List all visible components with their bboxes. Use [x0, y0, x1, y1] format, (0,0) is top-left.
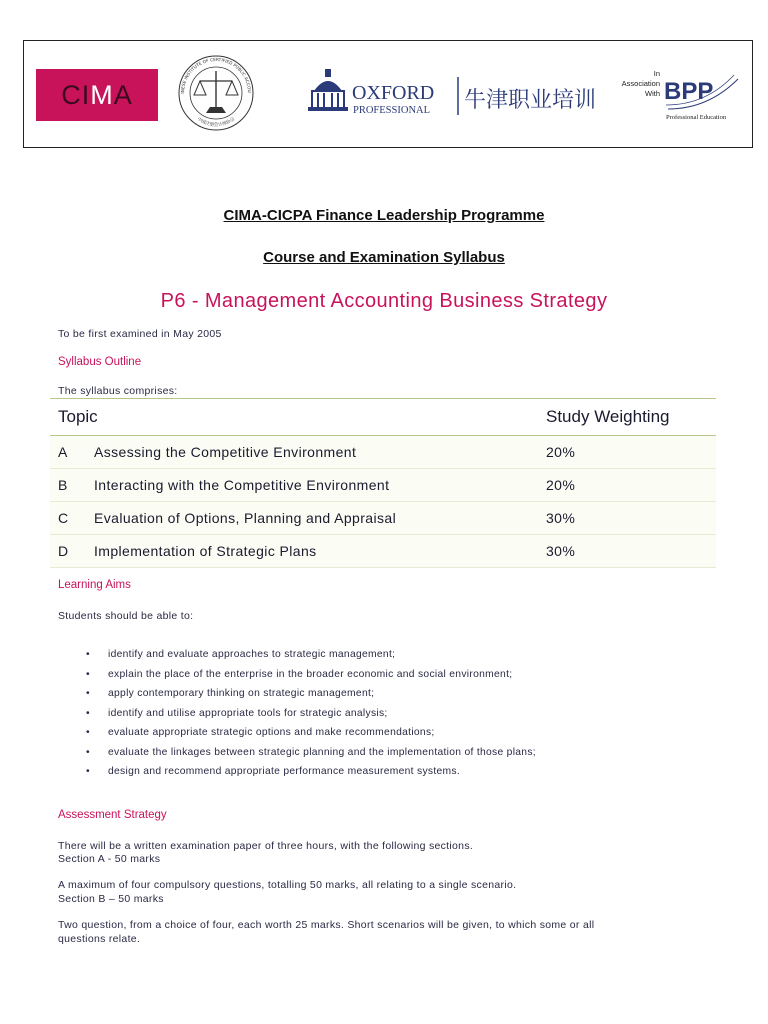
list-item — [58, 762, 536, 782]
syllabus-heading: Course and Examination Syllabus — [263, 249, 505, 266]
assessment-para3-line2: questions relate. — [58, 933, 141, 945]
bullet-icon: • — [86, 766, 90, 777]
programme-heading: CIMA-CICPA Finance Leadership Programme — [223, 207, 545, 224]
bullet-icon: • — [86, 668, 90, 680]
row-topic: Interacting with the Competitive Environment — [86, 469, 538, 502]
cima-logo-prefix: CI — [61, 79, 91, 110]
bullet-icon: • — [86, 688, 90, 699]
row-topic: Evaluation of Options, Planning and Appraisal — [86, 502, 538, 535]
list-item — [58, 645, 536, 665]
bpp-line1: In — [653, 69, 660, 78]
table-row — [50, 535, 716, 568]
learning-aims-heading: Learning Aims — [58, 579, 131, 591]
section-a-text: Section A - 50 marks — [58, 853, 161, 865]
assessment-para3-line1: Two question, from a choice of four, each worth 25 marks. Short scenarios will be given, to which some or all — [58, 919, 595, 931]
oxford-chinese: 牛津职业培训 — [464, 88, 597, 113]
bpp-line3: With — [645, 89, 660, 98]
table-row — [50, 436, 716, 469]
syllabus-outline-heading: Syllabus Outline — [58, 356, 142, 368]
paper-title: P6 - Management Accounting Business Strategy — [160, 290, 608, 312]
bpp-brand: BPP — [664, 78, 714, 105]
cima-logo-suffix: A — [113, 79, 133, 110]
aim-text: identify and evaluate approaches to strategic management; — [108, 649, 396, 660]
row-topic: Implementation of Strategic Plans — [86, 535, 538, 568]
logo-bar — [23, 40, 753, 148]
svg-text:中国注册会计师协会 — [196, 115, 236, 128]
list-item — [58, 665, 536, 685]
oxford-professional-logo — [302, 67, 602, 123]
row-letter: D — [50, 535, 86, 568]
assessment-para2: A maximum of four compulsory questions, totalling 50 marks, all relating to a single scenario. — [58, 879, 517, 891]
learning-aims-intro: Students should be able to: — [58, 610, 194, 622]
row-letter: C — [50, 502, 86, 535]
cima-logo — [36, 69, 158, 121]
list-item — [58, 743, 536, 763]
assessment-heading: Assessment Strategy — [58, 809, 167, 821]
header-weight: Study Weighting — [538, 399, 716, 436]
topic-table-header — [50, 399, 716, 436]
topic-table — [50, 398, 716, 568]
cicpa-seal-logo — [176, 49, 256, 139]
bpp-logo — [608, 65, 744, 123]
aim-text: explain the place of the enterprise in the broader economic and social environment; — [108, 668, 513, 680]
seal-top-text: INESE INSTITUTE OF CERTIFIED PUBLIC ACCOU — [180, 57, 252, 94]
learning-aims-list — [58, 645, 536, 782]
syllabus-intro-text: The syllabus comprises: — [58, 385, 178, 397]
first-examined-text: To be first examined in May 2005 — [58, 328, 222, 340]
aim-text: evaluate appropriate strategic options and make recommendations; — [108, 727, 435, 738]
aim-text: design and recommend appropriate performance measurement systems. — [108, 766, 461, 777]
cima-logo-highlight: M — [90, 79, 114, 110]
table-row — [50, 502, 716, 535]
table-row — [50, 469, 716, 502]
list-item — [58, 723, 536, 743]
bullet-icon: • — [86, 727, 90, 738]
row-weight: 20% — [538, 469, 716, 502]
row-letter: A — [50, 436, 86, 469]
aim-text: evaluate the linkages between strategic planning and the implementation of those plans; — [108, 746, 536, 758]
list-item — [58, 704, 536, 724]
header-topic: Topic — [50, 399, 538, 436]
bpp-line2: Association — [621, 79, 660, 88]
aim-text: apply contemporary thinking on strategic management; — [108, 688, 375, 699]
row-letter: B — [50, 469, 86, 502]
bullet-icon: • — [86, 746, 90, 758]
row-weight: 20% — [538, 436, 716, 469]
assessment-para1: There will be a written examination paper of three hours, with the following sections. — [58, 840, 474, 852]
oxford-building-icon — [308, 69, 348, 111]
oxford-word: OXFORD — [352, 82, 435, 104]
oxford-sub: PROFESSIONAL — [353, 105, 431, 116]
row-topic: Assessing the Competitive Environment — [86, 436, 538, 469]
row-weight: 30% — [538, 502, 716, 535]
bpp-tagline: Professional Education — [666, 114, 727, 121]
list-item — [58, 684, 536, 704]
bullet-icon: • — [86, 707, 90, 719]
aim-text: identify and utilise appropriate tools for strategic analysis; — [108, 707, 388, 719]
section-b-text: Section B – 50 marks — [58, 893, 164, 905]
row-weight: 30% — [538, 535, 716, 568]
bullet-icon: • — [86, 649, 90, 660]
seal-bottom-text: 中国注册会计师协会 — [196, 117, 236, 129]
